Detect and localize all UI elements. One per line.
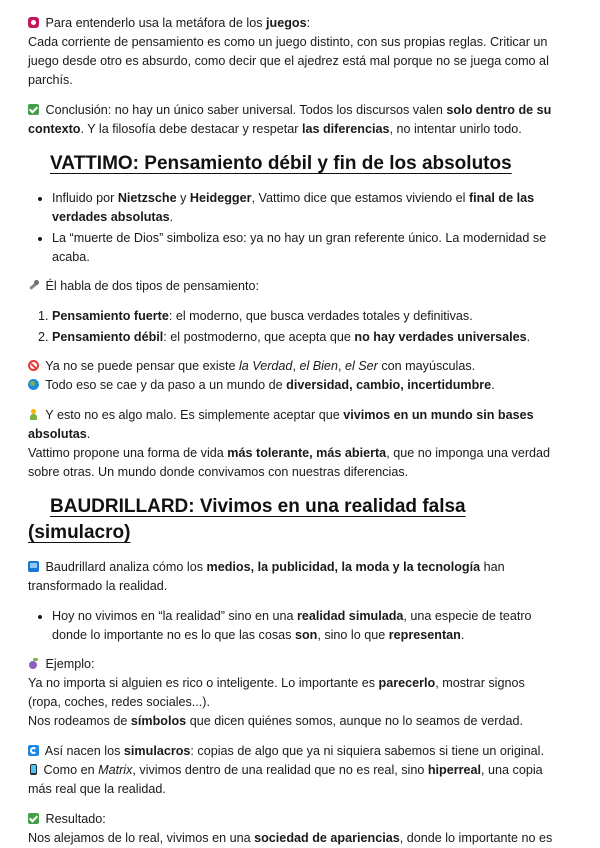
baudrillard-heading: BAUDRILLARD: Vivimos en una realidad falsa (simulacro) <box>28 496 466 543</box>
dos-tipos-intro: Él habla de dos tipos de pensamiento: <box>28 277 560 296</box>
verdad-paragraph: Ya no se puede pensar que existe la Verdad, el Bien, el Ser con mayúsculas. Todo eso se cae y da paso a un mundo de diversidad, cambio, incertidumbre. <box>28 357 560 395</box>
pensamiento-ordered-list <box>28 307 560 347</box>
conclusion-paragraph: Conclusión: no hay un único saber universal. Todos los discursos valen solo dentro de su contexto. Y la filosofía debe destacar y respetar las diferencias, no intentar unirlo todo. <box>28 103 552 136</box>
cycle-arrows-icon <box>28 745 39 756</box>
baudrillard-bullet-list <box>28 607 560 645</box>
list-item: 2. Pensamiento débil: el postmoderno, que acepta que no hay verdades universales. <box>52 328 560 347</box>
medios-paragraph: Baudrillard analiza cómo los medios, la publicidad, la moda y la tecnología han transformado la realidad. <box>28 560 505 593</box>
vattimo-heading: VATTIMO: Pensamiento débil y fin de los absolutos <box>50 153 512 174</box>
person-icon <box>28 409 39 420</box>
list-item: • Influido por Nietzsche y Heidegger, Vattimo dice que estamos viviendo el final de las verdades absolutas. <box>52 189 560 227</box>
check-mark-icon <box>28 104 39 115</box>
simulacros-paragraph: Así nacen los simulacros: copias de algo que ya ni siquiera sabemos si tiene un original. Como en Matrix, vivimos dentro de una realidad que no es real, sino hiperreal, una copia más real que la realidad. <box>28 744 544 796</box>
globe-icon <box>28 379 39 390</box>
list-item: 1. Pensamiento fuerte: el moderno, que busca verdades totales y definitivas. <box>52 307 560 326</box>
vattimo-bullet-list <box>28 189 560 267</box>
game-die-icon <box>28 17 39 28</box>
wrench-icon <box>28 280 39 291</box>
grapes-icon <box>28 658 39 669</box>
mobile-phone-icon <box>30 764 37 775</box>
juegos-paragraph: Para entenderlo usa la metáfora de los juegos: Cada corriente de pensamiento es como un juego distinto, con sus propias reglas. Criticar un juego desde otro es absurdo, como decir que el ajedrez está mal porque no se juega como al parchís. <box>28 16 549 87</box>
resultado-paragraph: Resultado: Nos alejamos de lo real, vivimos en una sociedad de apariencias, donde lo importante no es <box>28 812 553 845</box>
list-item: • La “muerte de Dios” simboliza eso: ya no hay un gran referente único. La modernidad se acaba. <box>52 229 560 267</box>
prohibited-icon <box>28 360 39 371</box>
television-icon <box>28 561 39 572</box>
check-mark-icon <box>28 813 39 824</box>
list-item: • Hoy no vivimos en “la realidad” sino en una realidad simulada, una especie de teatro donde lo importante no es lo que las cosas son, sino lo que representan. <box>52 607 560 645</box>
ejemplo-paragraph: Ejemplo: Ya no importa si alguien es rico o inteligente. Lo importante es parecerlo, mostrar signos (ropa, coches, redes sociales...). Nos rodeamos de símbolos que dicen quiénes somos, aunque no lo seamos de verdad. <box>28 657 525 728</box>
tolerancia-paragraph: Y esto no es algo malo. Es simplemente aceptar que vivimos en un mundo sin bases absolutas. Vattimo propone una forma de vida más tolerante, más abierta, que no imponga una verdad sobre otras. Un mundo donde convivamos con nuestras diferencias. <box>28 408 551 479</box>
